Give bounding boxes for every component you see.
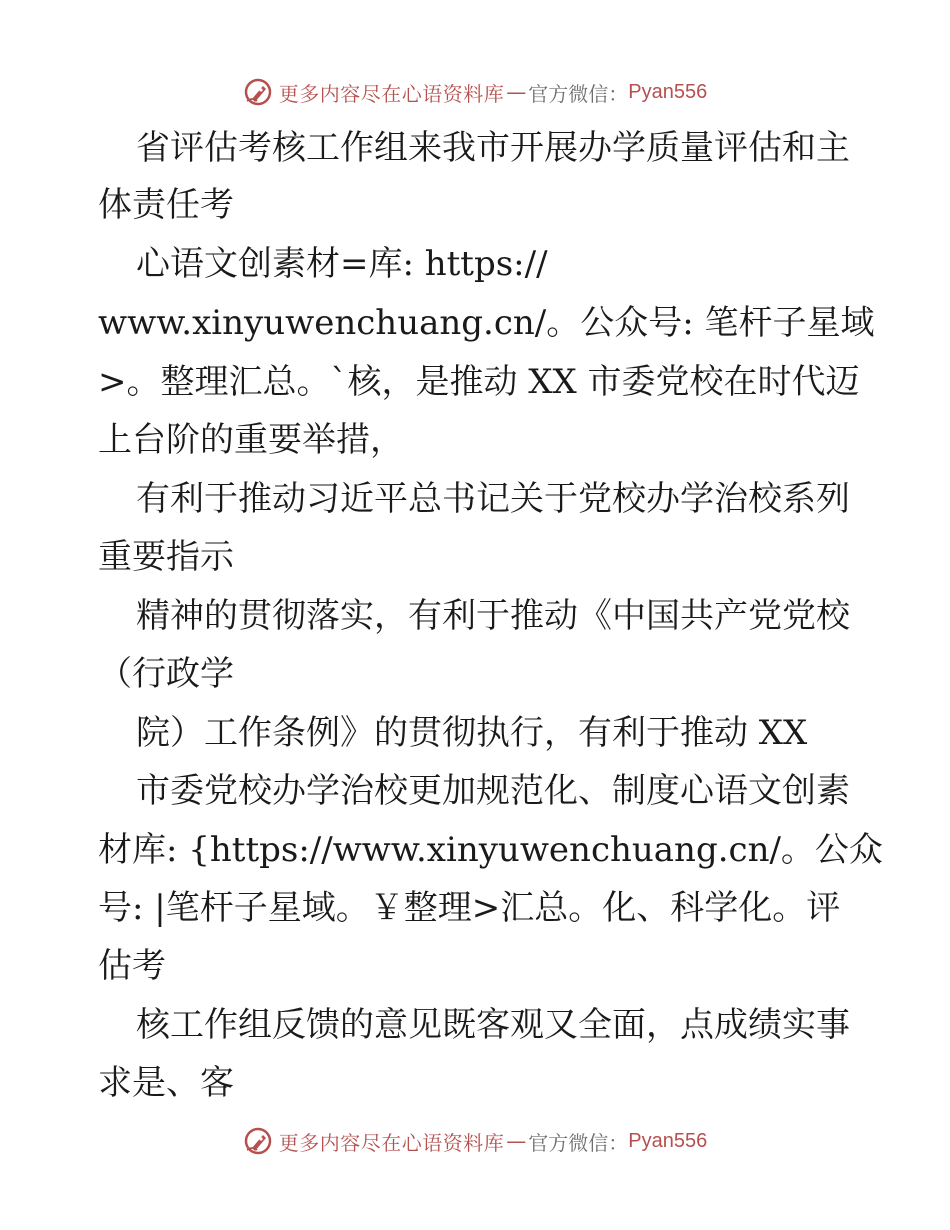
body-line: www.xinyuwenchuang.cn/。公众号: 笔杆子星域: [98, 303, 875, 343]
body-line: 精神的贯彻落实，有利于推动《中国共产党党校: [136, 596, 850, 636]
body-line: 求是、客: [98, 1063, 234, 1103]
body-line: 院）工作条例》的贯彻执行，有利于推动 XX: [136, 713, 808, 753]
body-line: 估考: [98, 946, 166, 986]
body-line: 心语文创素材=库: https://: [136, 244, 548, 284]
footer-banner: [0, 1121, 950, 1161]
body-line: >。整理汇总。`核，是推动 XX 市委党校在时代迈: [98, 362, 860, 402]
banner-site-text: 更多内容尽在心语资料库: [278, 81, 505, 106]
banner-wechat-account: Pyan556: [628, 1129, 708, 1152]
banner-site-text: 更多内容尽在心语资料库: [278, 1130, 505, 1155]
body-line: （行政学: [98, 654, 234, 694]
header-banner: [0, 72, 950, 112]
banner-dash: —: [506, 80, 527, 104]
body-line: 号: |笔杆子星域。￥整理>汇总。化、科学化。评: [98, 888, 841, 928]
body-line: 重要指示: [98, 537, 234, 577]
banner-wechat-account: Pyan556: [628, 80, 708, 103]
body-line: 核工作组反馈的意见既客观又全面，点成绩实事: [136, 1005, 850, 1045]
body-line: 有利于推动习近平总书记关于党校办学治校系列: [136, 479, 850, 519]
body-line: 省评估考核工作组来我市开展办学质量评估和主: [136, 128, 850, 168]
body-line: 体责任考: [98, 185, 234, 225]
body-line: 材库: {https://www.xinyuwenchuang.cn/。公众: [98, 830, 883, 870]
body-line: 上台阶的重要举措，: [98, 420, 404, 460]
banner-wechat-label: 官方微信：: [528, 1130, 629, 1155]
body-line: 市委党校办学治校更加规范化、制度心语文创素: [136, 771, 850, 811]
pen-nib-logo-icon: [243, 77, 273, 107]
banner-wechat-label: 官方微信：: [528, 81, 629, 106]
banner-dash: —: [506, 1129, 527, 1153]
pen-nib-logo-icon: [243, 1126, 273, 1156]
